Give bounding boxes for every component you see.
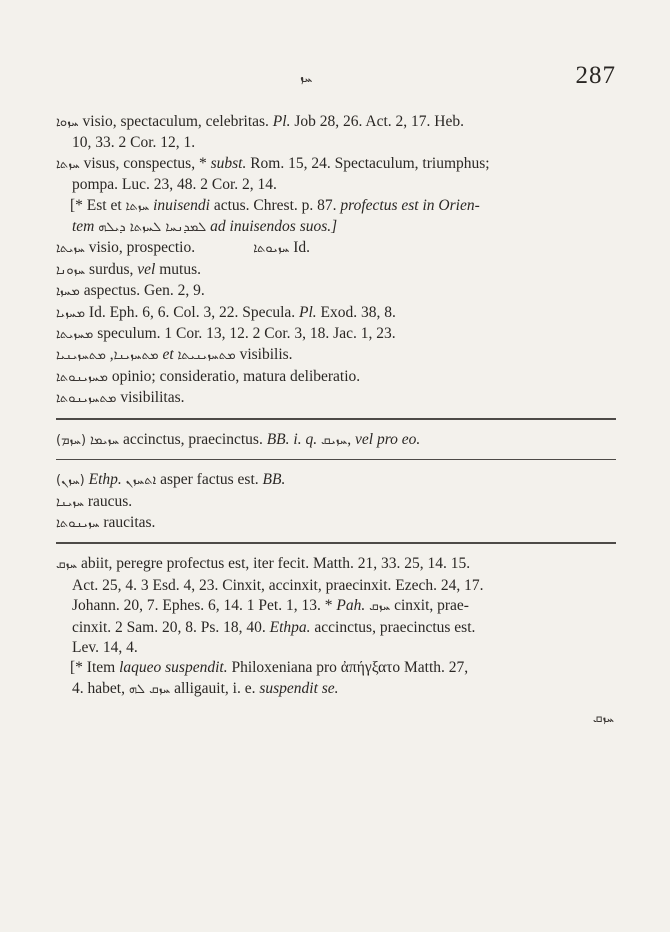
entry-continuation [56, 576, 618, 596]
syriac-word: ܚܙܬܐ [56, 156, 80, 172]
definition: accinctus, praecinctus. [122, 430, 263, 448]
syriac-word: ܡܬܚܙܝܢܘܬܐ [56, 391, 117, 407]
entry-continuation [56, 133, 618, 153]
dictionary-entry [56, 492, 618, 513]
reference: Rom. 15, 24. Spectaculum, triumphus; [250, 154, 490, 172]
entry-group [56, 554, 618, 700]
definition: opinio; consideratio, matura deliberatio. [111, 367, 361, 385]
definition: abiit, peregre profectus est, iter fecit. Matth. 21, 33. 25, 14. 15. [81, 555, 471, 573]
entry-continuation [56, 217, 618, 238]
section-divider [56, 418, 616, 420]
latin-gloss: ad inuisendos suos.] [210, 218, 338, 236]
page-number: 287 [575, 62, 616, 89]
definition: accinctus, praecinctus est. [314, 618, 476, 636]
definition: raucitas. [103, 513, 156, 531]
syriac-word: ܡܚܙܝܢܘܬܐ [56, 369, 108, 385]
note-text: actus. Chrest. p. 87. [213, 196, 337, 214]
syriac-word: ܚܙܝܬܐ [56, 241, 85, 257]
note-text: [* Item [70, 659, 116, 677]
syriac-phrase: ܠܡܕܢܚܐ ܠܚܙܬܐ ܕܝܠܗ [98, 220, 207, 236]
entry-group [56, 430, 618, 451]
catchword-text: ܚܙܩ [592, 711, 614, 727]
reference: Job 28, 26. Act. 2, 17. Heb. [294, 113, 464, 130]
latin-gloss: inuisendi [153, 196, 210, 214]
latin-gloss: tem [72, 218, 95, 236]
dictionary-entry [56, 238, 618, 259]
entry-continuation [56, 175, 618, 195]
syriac-word: ܡܚܙܐ [56, 284, 80, 300]
entry-group [56, 470, 618, 534]
reference: 10, 33. 2 Cor. 12, 1. [72, 134, 196, 152]
grammar-abbrev: Pl. [272, 113, 291, 130]
syriac-word: ܚܙܬܐ [125, 198, 150, 214]
syriac-word: ܐܬܚܙܢ [125, 473, 157, 489]
entry-continuation [56, 638, 618, 658]
grammar-abbrev: Ethp. [88, 471, 122, 489]
syriac-word: ܡܚܙܝܐ [56, 305, 86, 321]
syriac-word: ܚܙܝܢܐ [56, 494, 84, 510]
root-word: (ܚܙܢ) [56, 473, 85, 489]
definition: asper factus est. [160, 471, 259, 489]
latin-gloss: vel pro eo. [355, 430, 421, 448]
source-abbrev: BB. [262, 471, 286, 489]
dictionary-entry [56, 324, 618, 345]
syriac-word: ܡܬܚܙܝܢܐ [113, 348, 159, 364]
dictionary-entry [56, 112, 618, 133]
grammar-abbrev: Ethpa. [269, 618, 311, 636]
definition: cinxit. 2 Sam. 20, 8. Ps. 18, 40. [72, 618, 266, 636]
syriac-word: ܚܙܩ [369, 599, 391, 615]
syriac-word: ܚܙܩ [56, 557, 78, 573]
reference: Lev. 14, 4. [72, 638, 138, 656]
syriac-word: ܚܙܝܢܘܬܐ [56, 515, 100, 531]
bracket-note [56, 658, 618, 678]
syriac-phrase: ܚܙܩ ܠܗ [128, 681, 171, 697]
page-header [0, 62, 670, 102]
syriac-word: ܚܙܘܐ [56, 115, 79, 130]
definition: visus, conspectus, * [83, 154, 207, 172]
dictionary-entry: ܡܬܚܙܝܢܐ, ܡܬܚܙܝܢܝܐ et ܡܬܚܙܝܢܝܬܐ visibilis. [56, 346, 293, 364]
definition: visio, prospectio. [88, 239, 196, 257]
entry-continuation [56, 679, 618, 700]
definition: Johann. 20, 7. Ephes. 6, 14. 1 Pet. 1, 13. * [72, 597, 333, 615]
dictionary-entry [56, 554, 618, 575]
dictionary-entry [56, 260, 618, 281]
entry-continuation [56, 596, 618, 617]
entry-group [56, 112, 618, 410]
catchword [56, 708, 618, 729]
note-text: alligauit, i. e. [174, 679, 256, 697]
syriac-word: ܡܬܚܙܝܢܝܬܐ [177, 348, 236, 364]
syriac-word: ܡܚܙܝܬܐ [56, 327, 94, 343]
definition: visio, spectaculum, celebritas. [82, 113, 269, 130]
definition: surdus, [89, 260, 134, 278]
section-divider [56, 459, 616, 460]
reference: pompa. Luc. 23, 48. 2 Cor. 2, 14. [72, 176, 277, 194]
grammar-abbrev: Pah. [336, 597, 366, 615]
latin-gloss: suspendit se. [259, 679, 339, 697]
dictionary-entry [56, 367, 618, 388]
dictionary-entry [56, 388, 618, 409]
syriac-word: ܚܙܘܢܐ [56, 262, 86, 278]
definition: Id. Eph. 6, 6. Col. 3, 22. Specula. [88, 303, 296, 321]
note-text: 4. habet, [72, 679, 125, 697]
latin-gloss: profectus est in Orien- [340, 196, 480, 214]
dictionary-entry [56, 281, 618, 302]
source-abbrev: BB. i. q. [266, 430, 318, 448]
definition: Id. [293, 239, 311, 257]
section-divider [56, 542, 616, 544]
definition: Act. 25, 4. 3 Esd. 4, 23. Cinxit, accinxit, praecinxit. Ezech. 24, 17. [72, 576, 484, 594]
dictionary-entry [56, 303, 618, 324]
syriac-word: ܡܬܚܙܝܢܝܐ [56, 348, 106, 364]
definition: raucus. [87, 492, 133, 510]
note-text: [* Est et [70, 196, 122, 214]
latin-gloss: et [162, 346, 174, 364]
latin-gloss: laqueo suspendit. [119, 659, 228, 677]
note-text: Philoxeniana pro ἀπήγξατο Matth. 27, [231, 659, 469, 677]
definition: visibilis. [239, 346, 293, 364]
dictionary-entry: (ܚܙܡ) ܚܙܝܡܐ accinctus, praecinctus. BB. i. q. ܚܙܝܩ, vel pro eo. [56, 430, 421, 448]
definition: aspectus. Gen. 2, 9. [83, 282, 205, 300]
grammar-abbrev: Pl. [299, 303, 317, 321]
bracket-note [56, 196, 618, 217]
reference: Exod. 38, 8. [320, 303, 396, 321]
entry-continuation [56, 618, 618, 638]
syriac-word: ܚܙܝܩ [320, 432, 348, 448]
definition: speculum. 1 Cor. 13, 12. 2 Cor. 3, 18. Jac. 1, 23. [97, 325, 396, 343]
dictionary-entry [56, 470, 618, 491]
definition: visibilitas. [120, 389, 185, 407]
dictionary-entry [56, 154, 618, 175]
grammar-abbrev: subst. [210, 154, 247, 172]
latin-gloss: vel [137, 260, 156, 278]
definition: cinxit, prae- [394, 597, 469, 615]
syriac-word: ܚܙܝܘܬܐ [253, 241, 290, 257]
syriac-word: ܚܙܝܡܐ [89, 432, 120, 448]
root-word: (ܚܙܡ) [56, 432, 87, 448]
definition: mutus. [159, 260, 202, 278]
running-headword: ܚܙ [300, 70, 313, 86]
dictionary-entry [56, 513, 618, 534]
dictionary-text [56, 112, 618, 730]
